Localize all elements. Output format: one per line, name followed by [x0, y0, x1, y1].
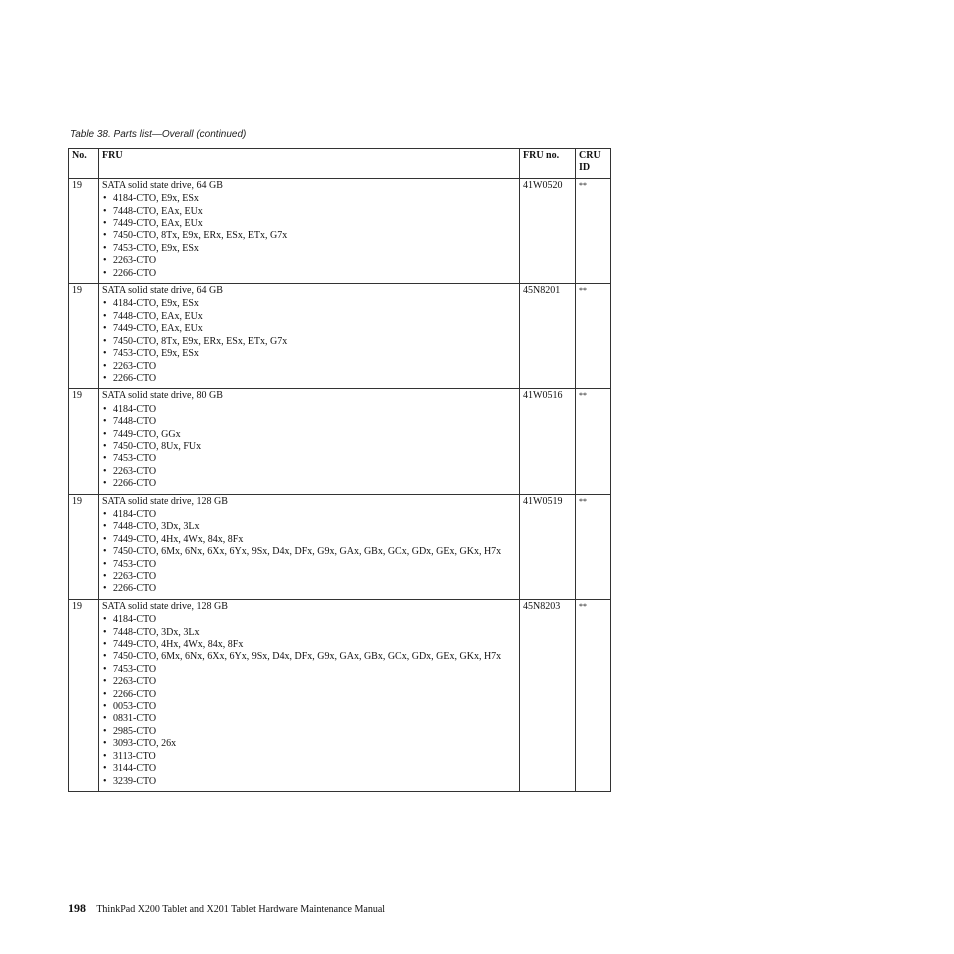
- fru-cell: [99, 494, 520, 599]
- list-item: • 2266-CTO: [102, 689, 516, 701]
- list-item: • 7449-CTO, 4Hx, 4Wx, 84x, 8Fx: [102, 534, 516, 546]
- list-item: • 7453-CTO, E9x, ESx: [102, 348, 516, 360]
- table-header-row: [69, 149, 611, 179]
- table-row: [69, 599, 611, 791]
- table-caption: Table 38. Parts list—Overall (continued): [70, 129, 247, 140]
- list-item: • 0053-CTO: [102, 701, 516, 713]
- row-number: 19: [69, 599, 99, 791]
- list-item: • 2263-CTO: [102, 466, 516, 478]
- list-item: • 2266-CTO: [102, 373, 516, 385]
- list-item: • 7449-CTO, GGx: [102, 429, 516, 441]
- list-item: • 4184-CTO, E9x, ESx: [102, 298, 516, 310]
- table-body: [69, 178, 611, 791]
- model-list: [102, 509, 516, 596]
- list-item: • 2985-CTO: [102, 726, 516, 738]
- header-no: No.: [69, 149, 99, 179]
- list-item: • 7453-CTO: [102, 664, 516, 676]
- row-number: 19: [69, 389, 99, 494]
- model-list: [102, 298, 516, 385]
- list-item: • 7449-CTO, EAx, EUx: [102, 218, 516, 230]
- list-item: • 4184-CTO: [102, 509, 516, 521]
- list-item: • 2263-CTO: [102, 676, 516, 688]
- parts-table: [68, 148, 611, 792]
- list-item: • 7450-CTO, 8Tx, E9x, ERx, ESx, ETx, G7x: [102, 336, 516, 348]
- fru-cell: [99, 284, 520, 389]
- list-item: • 7448-CTO, 3Dx, 3Lx: [102, 521, 516, 533]
- list-item: • 7450-CTO, 8Tx, E9x, ERx, ESx, ETx, G7x: [102, 230, 516, 242]
- list-item: • 2266-CTO: [102, 583, 516, 595]
- fru-description: SATA solid state drive, 128 GB: [102, 495, 228, 507]
- model-list: [102, 614, 516, 788]
- fru-number: 41W0519: [520, 494, 576, 599]
- list-item: • 7453-CTO: [102, 453, 516, 465]
- list-item: • 3239-CTO: [102, 776, 516, 788]
- list-item: • 3093-CTO, 26x: [102, 738, 516, 750]
- cru-id: **: [576, 389, 611, 494]
- row-number: 19: [69, 494, 99, 599]
- header-fru-no: FRU no.: [520, 149, 576, 179]
- row-number: 19: [69, 284, 99, 389]
- header-cru-id: CRU ID: [576, 149, 611, 179]
- list-item: • 7450-CTO, 8Ux, FUx: [102, 441, 516, 453]
- fru-description: SATA solid state drive, 80 GB: [102, 390, 223, 402]
- header-fru: FRU: [99, 149, 520, 179]
- list-item: • 7448-CTO, 3Dx, 3Lx: [102, 627, 516, 639]
- list-item: • 7453-CTO, E9x, ESx: [102, 243, 516, 255]
- table-row: [69, 284, 611, 389]
- model-list: [102, 193, 516, 280]
- fru-number: 41W0520: [520, 178, 576, 283]
- list-item: • 7449-CTO, EAx, EUx: [102, 323, 516, 335]
- fru-description: SATA solid state drive, 64 GB: [102, 179, 223, 191]
- table-row: [69, 178, 611, 283]
- list-item: • 0831-CTO: [102, 713, 516, 725]
- page-footer: [68, 901, 385, 916]
- fru-cell: [99, 599, 520, 791]
- cru-id: **: [576, 178, 611, 283]
- table-row: [69, 389, 611, 494]
- list-item: • 3113-CTO: [102, 751, 516, 763]
- page-number: 198: [68, 901, 86, 915]
- list-item: • 7448-CTO: [102, 416, 516, 428]
- list-item: • 4184-CTO: [102, 614, 516, 626]
- fru-cell: [99, 389, 520, 494]
- row-number: 19: [69, 178, 99, 283]
- list-item: • 7449-CTO, 4Hx, 4Wx, 84x, 8Fx: [102, 639, 516, 651]
- list-item: • 7453-CTO: [102, 559, 516, 571]
- list-item: • 7450-CTO, 6Mx, 6Nx, 6Xx, 6Yx, 9Sx, D4x, DFx, G9x, GAx, GBx, GCx, GDx, GEx, GKx, H7x: [102, 651, 516, 663]
- fru-cell: [99, 178, 520, 283]
- list-item: • 7448-CTO, EAx, EUx: [102, 311, 516, 323]
- footer-title: ThinkPad X200 Tablet and X201 Tablet Hardware Maintenance Manual: [96, 904, 386, 915]
- list-item: • 2266-CTO: [102, 268, 516, 280]
- model-list: [102, 404, 516, 491]
- list-item: • 4184-CTO, E9x, ESx: [102, 193, 516, 205]
- fru-number: 45N8203: [520, 599, 576, 791]
- list-item: • 2263-CTO: [102, 571, 516, 583]
- list-item: • 4184-CTO: [102, 404, 516, 416]
- cru-id: **: [576, 494, 611, 599]
- list-item: • 3144-CTO: [102, 763, 516, 775]
- list-item: • 7448-CTO, EAx, EUx: [102, 206, 516, 218]
- fru-number: 41W0516: [520, 389, 576, 494]
- fru-number: 45N8201: [520, 284, 576, 389]
- list-item: • 2266-CTO: [102, 478, 516, 490]
- cru-id: **: [576, 284, 611, 389]
- list-item: • 2263-CTO: [102, 361, 516, 373]
- list-item: • 2263-CTO: [102, 255, 516, 267]
- fru-description: SATA solid state drive, 64 GB: [102, 285, 223, 297]
- table-row: [69, 494, 611, 599]
- fru-description: SATA solid state drive, 128 GB: [102, 600, 228, 612]
- cru-id: **: [576, 599, 611, 791]
- list-item: • 7450-CTO, 6Mx, 6Nx, 6Xx, 6Yx, 9Sx, D4x, DFx, G9x, GAx, GBx, GCx, GDx, GEx, GKx, H7x: [102, 546, 516, 558]
